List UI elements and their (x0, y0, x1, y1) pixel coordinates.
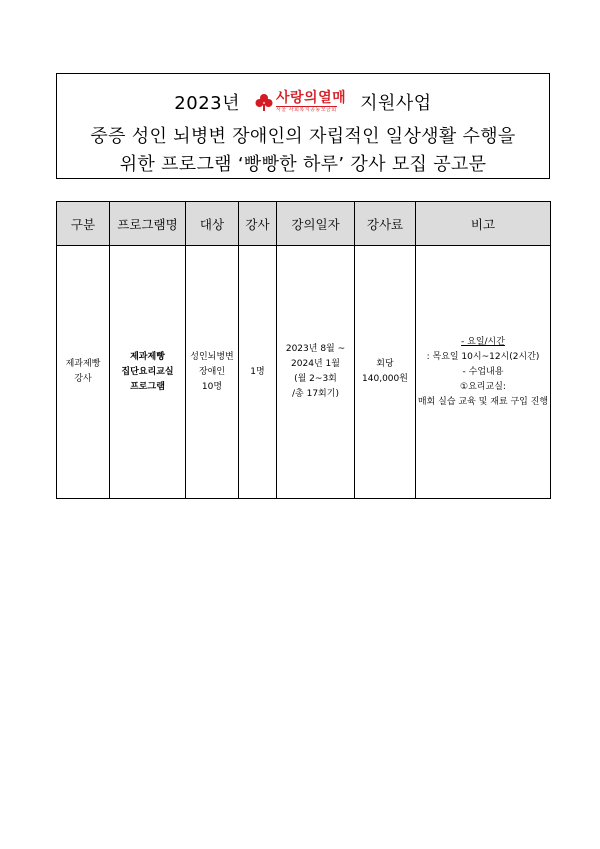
logo-name: 사랑의열매 (276, 90, 347, 106)
cell-program (110, 246, 186, 499)
logo-subtitle: 서울 사회복지공동모금회 (276, 107, 337, 113)
note-content-item: ①요리교실: (460, 381, 506, 392)
header-instructor: 강사 (239, 202, 277, 246)
dates-line: 2023년 8월 ~ (285, 344, 346, 354)
target-line: 장애인 (198, 366, 226, 377)
category-line: 강사 (74, 374, 92, 384)
table-row (57, 246, 551, 499)
title-line-3: 위한 프로그램 ‘빵빵한 하루’ 강사 모집 공고문 (119, 154, 487, 175)
dates-line: /총 17회기) (292, 389, 339, 399)
cell-fee (355, 246, 416, 499)
header-target: 대상 (186, 202, 239, 246)
title-box (56, 73, 550, 179)
fruit-logo-icon (254, 92, 274, 112)
header-note: 비고 (416, 202, 551, 246)
cell-category (57, 246, 110, 499)
cell-target (186, 246, 239, 499)
cell-note (416, 246, 551, 499)
dates-line: (월 2~3회 (294, 374, 337, 384)
note-content-desc: 매회 실습 교육 및 재료 구입 진행 (417, 396, 549, 407)
target-line: 10명 (201, 381, 223, 392)
program-line: 프로그램 (130, 381, 165, 392)
title-line-1 (57, 88, 549, 116)
note-content-heading: - 수업내용 (462, 366, 504, 377)
title-year: 2023년 (174, 93, 240, 114)
note-time-heading: - 요일/시간 (461, 336, 505, 347)
header-program: 프로그램명 (110, 202, 186, 246)
note-time-value: : 목요일 10시~12시(2시간) (426, 351, 540, 362)
program-line: 제과제빵 (130, 351, 165, 362)
fee-line: 140,000원 (362, 374, 408, 384)
target-line: 성인뇌병변 (190, 351, 234, 362)
dates-line: 2024년 1월 (291, 359, 340, 369)
logo (254, 91, 346, 113)
cell-dates (277, 246, 355, 499)
program-line: 집단요리교실 (121, 366, 174, 377)
header-category: 구분 (57, 202, 110, 246)
recruitment-table (56, 201, 551, 499)
title-suffix: 지원사업 (360, 93, 432, 114)
title-line-2: 중증 성인 뇌병변 장애인의 자립적인 일상생활 수행을 (90, 126, 516, 147)
cell-instructor: 1명 (239, 246, 277, 499)
category-line: 제과제빵 (65, 359, 101, 369)
header-fee: 강사료 (355, 202, 416, 246)
header-row (57, 202, 551, 246)
fee-line: 회당 (376, 359, 394, 369)
logo-text-group (276, 91, 346, 113)
header-dates: 강의일자 (277, 202, 355, 246)
